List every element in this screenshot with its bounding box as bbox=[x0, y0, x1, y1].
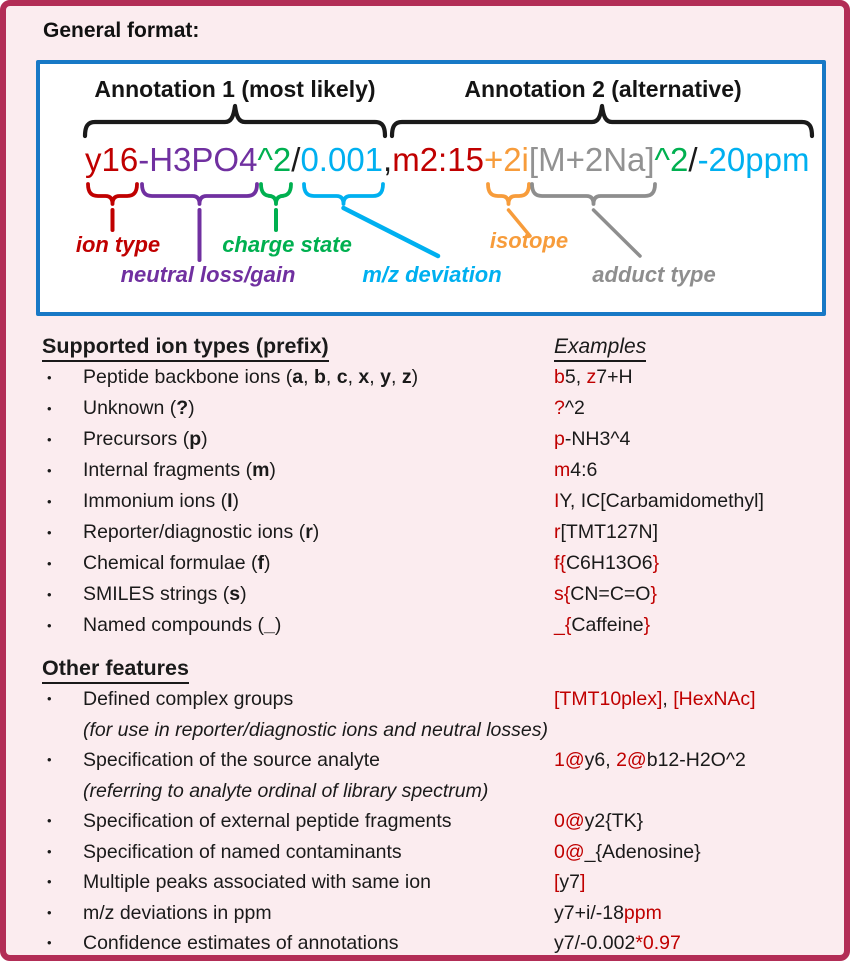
text-segment: , bbox=[390, 366, 402, 388]
annotation2-brace bbox=[392, 106, 812, 136]
text-segment: ] bbox=[580, 871, 586, 893]
text-segment: , bbox=[303, 366, 314, 388]
general-format-heading: General format: bbox=[43, 19, 200, 42]
ion-types-list bbox=[42, 362, 824, 641]
text-segment: c bbox=[336, 366, 348, 388]
text-segment: y6, bbox=[584, 749, 617, 771]
text-segment: ? bbox=[176, 397, 189, 419]
bullet-icon: • bbox=[47, 370, 52, 385]
text-segment: Named compounds ( bbox=[83, 614, 265, 636]
bullet-icon: • bbox=[47, 874, 52, 889]
row-label bbox=[83, 928, 554, 959]
row-example bbox=[554, 486, 824, 517]
text-segment: y2{TK} bbox=[584, 810, 644, 832]
row-example bbox=[554, 393, 824, 424]
text-segment: Multiple peaks associated with same ion bbox=[83, 871, 431, 893]
text-segment: ) bbox=[263, 552, 271, 574]
text-segment: ) bbox=[312, 521, 320, 543]
bullet-icon: • bbox=[47, 904, 52, 920]
annotation-part: -H3PO4 bbox=[138, 141, 258, 178]
text-segment: p bbox=[554, 428, 565, 450]
row-example bbox=[554, 745, 824, 776]
bullet-icon: • bbox=[47, 556, 52, 571]
list-row bbox=[42, 745, 824, 776]
row-label bbox=[83, 745, 554, 776]
text-segment: Y, IC[Carbamidomethyl] bbox=[559, 490, 764, 512]
text-segment: 1@ bbox=[554, 749, 585, 771]
note-row: (referring to analyte ordinal of library spectrum) bbox=[83, 779, 489, 802]
leader-line bbox=[344, 208, 439, 256]
format-box bbox=[36, 60, 826, 316]
bullet-icon: • bbox=[47, 587, 52, 602]
row-label bbox=[83, 898, 554, 929]
annotation-part: y16 bbox=[85, 141, 139, 178]
ion-types-heading-row bbox=[42, 328, 824, 362]
annotation2-header: Annotation 2 (alternative) bbox=[464, 76, 742, 102]
list-row bbox=[42, 610, 824, 641]
row-label bbox=[83, 362, 554, 393]
list-row bbox=[42, 486, 824, 517]
format-label-m-z-deviation: m/z deviation bbox=[362, 262, 502, 287]
annotation-string bbox=[85, 140, 809, 180]
text-segment: Specification of external peptide fragments bbox=[83, 810, 452, 832]
bullet-icon: • bbox=[47, 935, 52, 950]
bullet-icon: • bbox=[47, 432, 52, 447]
text-segment: 0@ bbox=[554, 840, 585, 863]
annotation-part: / bbox=[291, 141, 301, 178]
text-segment: Specification of the source analyte bbox=[83, 749, 381, 771]
row-example bbox=[554, 424, 824, 455]
ion-types-heading: Supported ion types (prefix) bbox=[42, 334, 329, 362]
annotation-part: 0.001 bbox=[300, 141, 384, 178]
text-segment: ) bbox=[232, 490, 240, 512]
row-label bbox=[83, 837, 554, 868]
text-segment: [HexNAc] bbox=[673, 688, 756, 710]
text-segment: _{ bbox=[554, 614, 572, 636]
text-segment: *0.97 bbox=[635, 932, 681, 954]
text-segment: ) bbox=[201, 428, 208, 450]
text-segment: SMILES strings ( bbox=[83, 583, 230, 605]
list-row bbox=[42, 517, 824, 548]
text-segment: m bbox=[554, 459, 571, 481]
text-segment: x bbox=[358, 366, 370, 388]
text-segment: } bbox=[650, 583, 657, 605]
text-segment: r bbox=[554, 521, 561, 543]
annotation-part: , bbox=[383, 141, 393, 178]
segment-brace bbox=[304, 184, 383, 204]
list-row bbox=[42, 928, 824, 959]
text-segment: 5, bbox=[564, 366, 587, 388]
bullet-icon: • bbox=[47, 813, 52, 828]
text-segment: Defined complex groups bbox=[83, 688, 294, 710]
text-segment: -NH3^4 bbox=[564, 428, 631, 450]
segment-brace bbox=[532, 184, 655, 204]
text-segment: } bbox=[643, 614, 651, 636]
text-segment: b12-H2O^2 bbox=[646, 749, 746, 771]
list-row bbox=[42, 455, 824, 486]
segment-brace bbox=[88, 184, 137, 204]
bullet-icon: • bbox=[47, 843, 52, 859]
text-segment: CN=C=O bbox=[570, 583, 651, 605]
text-segment: Peptide backbone ions ( bbox=[83, 366, 293, 388]
bullet-icon: • bbox=[47, 494, 52, 509]
text-segment: 4:6 bbox=[570, 459, 598, 481]
text-segment: , bbox=[369, 366, 381, 388]
text-segment: } bbox=[652, 552, 660, 574]
text-segment: Confidence estimates of annotations bbox=[83, 932, 399, 954]
text-segment: f{ bbox=[554, 552, 566, 574]
annotation1-header: Annotation 1 (most likely) bbox=[94, 76, 376, 102]
annotation-part: ^2 bbox=[654, 141, 689, 178]
annotation1-brace bbox=[85, 106, 385, 136]
row-example bbox=[554, 837, 824, 868]
text-segment: _ bbox=[264, 614, 275, 636]
row-label bbox=[83, 610, 554, 641]
row-example bbox=[554, 898, 824, 929]
lists-area bbox=[42, 328, 824, 959]
text-segment: _{Adenosine} bbox=[584, 840, 701, 863]
text-segment: a bbox=[292, 366, 304, 388]
text-segment: , bbox=[347, 366, 359, 388]
bullet-icon: • bbox=[47, 752, 52, 767]
bullet-icon: • bbox=[47, 401, 52, 416]
text-segment: 2@ bbox=[616, 749, 647, 771]
text-segment: ) bbox=[269, 459, 276, 481]
format-box-inner bbox=[40, 64, 822, 312]
examples-heading: Examples bbox=[554, 335, 646, 362]
text-segment: y7 bbox=[559, 871, 581, 893]
text-segment: y7+i/-18 bbox=[554, 901, 624, 924]
row-label bbox=[83, 684, 554, 715]
list-row bbox=[42, 393, 824, 424]
text-segment: r bbox=[305, 521, 313, 543]
text-segment: z bbox=[586, 366, 597, 388]
row-example bbox=[554, 867, 824, 898]
bullet-icon: • bbox=[47, 618, 52, 633]
row-example bbox=[554, 579, 824, 610]
text-segment: ) bbox=[188, 397, 195, 419]
row-example bbox=[554, 928, 824, 959]
annotation-part: ^2 bbox=[257, 141, 292, 178]
other-features-heading: Other features bbox=[42, 656, 189, 684]
text-segment: ) bbox=[274, 614, 282, 636]
text-segment: [TMT10plex] bbox=[554, 688, 663, 710]
row-example bbox=[554, 455, 824, 486]
text-segment: Caffeine bbox=[571, 614, 644, 636]
list-row bbox=[42, 806, 824, 837]
row-label bbox=[83, 424, 554, 455]
bullet-icon: • bbox=[47, 463, 52, 478]
bullet-icon: • bbox=[47, 525, 52, 540]
annotation-part: m2:15 bbox=[392, 141, 484, 178]
row-example bbox=[554, 362, 824, 393]
segment-brace bbox=[261, 184, 291, 204]
text-segment: y7/-0.002 bbox=[554, 932, 636, 954]
text-segment: Precursors ( bbox=[83, 428, 190, 450]
list-row bbox=[42, 898, 824, 929]
annotation-part: -20ppm bbox=[697, 141, 810, 178]
row-example bbox=[554, 517, 824, 548]
text-segment: m/z deviations in ppm bbox=[83, 901, 272, 924]
format-label-ion-type: ion type bbox=[75, 232, 161, 257]
annotation-part: / bbox=[688, 141, 698, 178]
text-segment: y bbox=[380, 366, 391, 388]
text-segment: b bbox=[554, 366, 565, 388]
row-label bbox=[83, 517, 554, 548]
text-segment: ^2 bbox=[564, 397, 585, 419]
text-segment: p bbox=[189, 428, 202, 450]
row-label bbox=[83, 548, 554, 579]
text-segment: I bbox=[227, 490, 233, 512]
format-label-isotope: isotope bbox=[489, 228, 569, 253]
row-label bbox=[83, 806, 554, 837]
format-label-charge-state: charge state bbox=[222, 232, 352, 257]
text-segment: m bbox=[252, 459, 270, 481]
text-segment: f bbox=[257, 552, 264, 574]
row-example bbox=[554, 806, 824, 837]
format-label-adduct-type: adduct type bbox=[592, 262, 716, 287]
row-label bbox=[83, 867, 554, 898]
text-segment: I bbox=[554, 490, 560, 512]
text-segment: ? bbox=[554, 397, 565, 419]
row-example bbox=[554, 684, 824, 715]
text-segment: s{ bbox=[554, 583, 571, 605]
text-segment: ) bbox=[240, 583, 247, 605]
annotation-part: [M+2Na] bbox=[528, 141, 655, 178]
text-segment: z bbox=[401, 366, 412, 388]
segment-brace bbox=[142, 184, 257, 204]
list-row bbox=[42, 837, 824, 868]
text-segment: s bbox=[229, 583, 241, 605]
segment-brace bbox=[488, 184, 529, 204]
text-segment: Reporter/diagnostic ions ( bbox=[83, 521, 306, 543]
text-segment: Chemical formulae ( bbox=[83, 552, 258, 574]
list-row bbox=[42, 362, 824, 393]
text-segment: 0@ bbox=[554, 810, 585, 832]
text-segment: [TMT127N] bbox=[560, 521, 659, 543]
text-segment: , bbox=[662, 688, 674, 710]
other-features-list bbox=[42, 684, 824, 959]
text-segment: , bbox=[325, 366, 337, 388]
text-segment: b bbox=[313, 366, 326, 388]
text-segment: [ bbox=[554, 871, 560, 893]
note-row: (for use in reporter/diagnostic ions and neutral losses) bbox=[83, 718, 548, 741]
text-segment: 7+H bbox=[596, 366, 633, 388]
list-row bbox=[42, 548, 824, 579]
leader-line bbox=[594, 210, 641, 256]
text-segment: C6H13O6 bbox=[565, 552, 653, 574]
text-segment: Unknown ( bbox=[83, 397, 177, 419]
row-label bbox=[83, 486, 554, 517]
list-row bbox=[42, 424, 824, 455]
text-segment: Internal fragments ( bbox=[83, 459, 253, 481]
other-features-heading-row bbox=[42, 650, 824, 684]
text-segment: ppm bbox=[623, 901, 662, 924]
list-row bbox=[42, 684, 824, 715]
list-row bbox=[42, 579, 824, 610]
text-segment: ) bbox=[411, 366, 419, 388]
text-segment: Specification of named contaminants bbox=[83, 840, 402, 863]
text-segment: Immonium ions ( bbox=[83, 490, 228, 512]
row-label bbox=[83, 455, 554, 486]
list-row bbox=[42, 867, 824, 898]
format-label-neutral-loss-gain: neutral loss/gain bbox=[120, 262, 296, 287]
annotation-part: +2i bbox=[483, 141, 529, 178]
bullet-icon: • bbox=[47, 691, 52, 706]
row-example bbox=[554, 548, 824, 579]
row-example bbox=[554, 610, 824, 641]
row-label bbox=[83, 393, 554, 424]
row-label bbox=[83, 579, 554, 610]
